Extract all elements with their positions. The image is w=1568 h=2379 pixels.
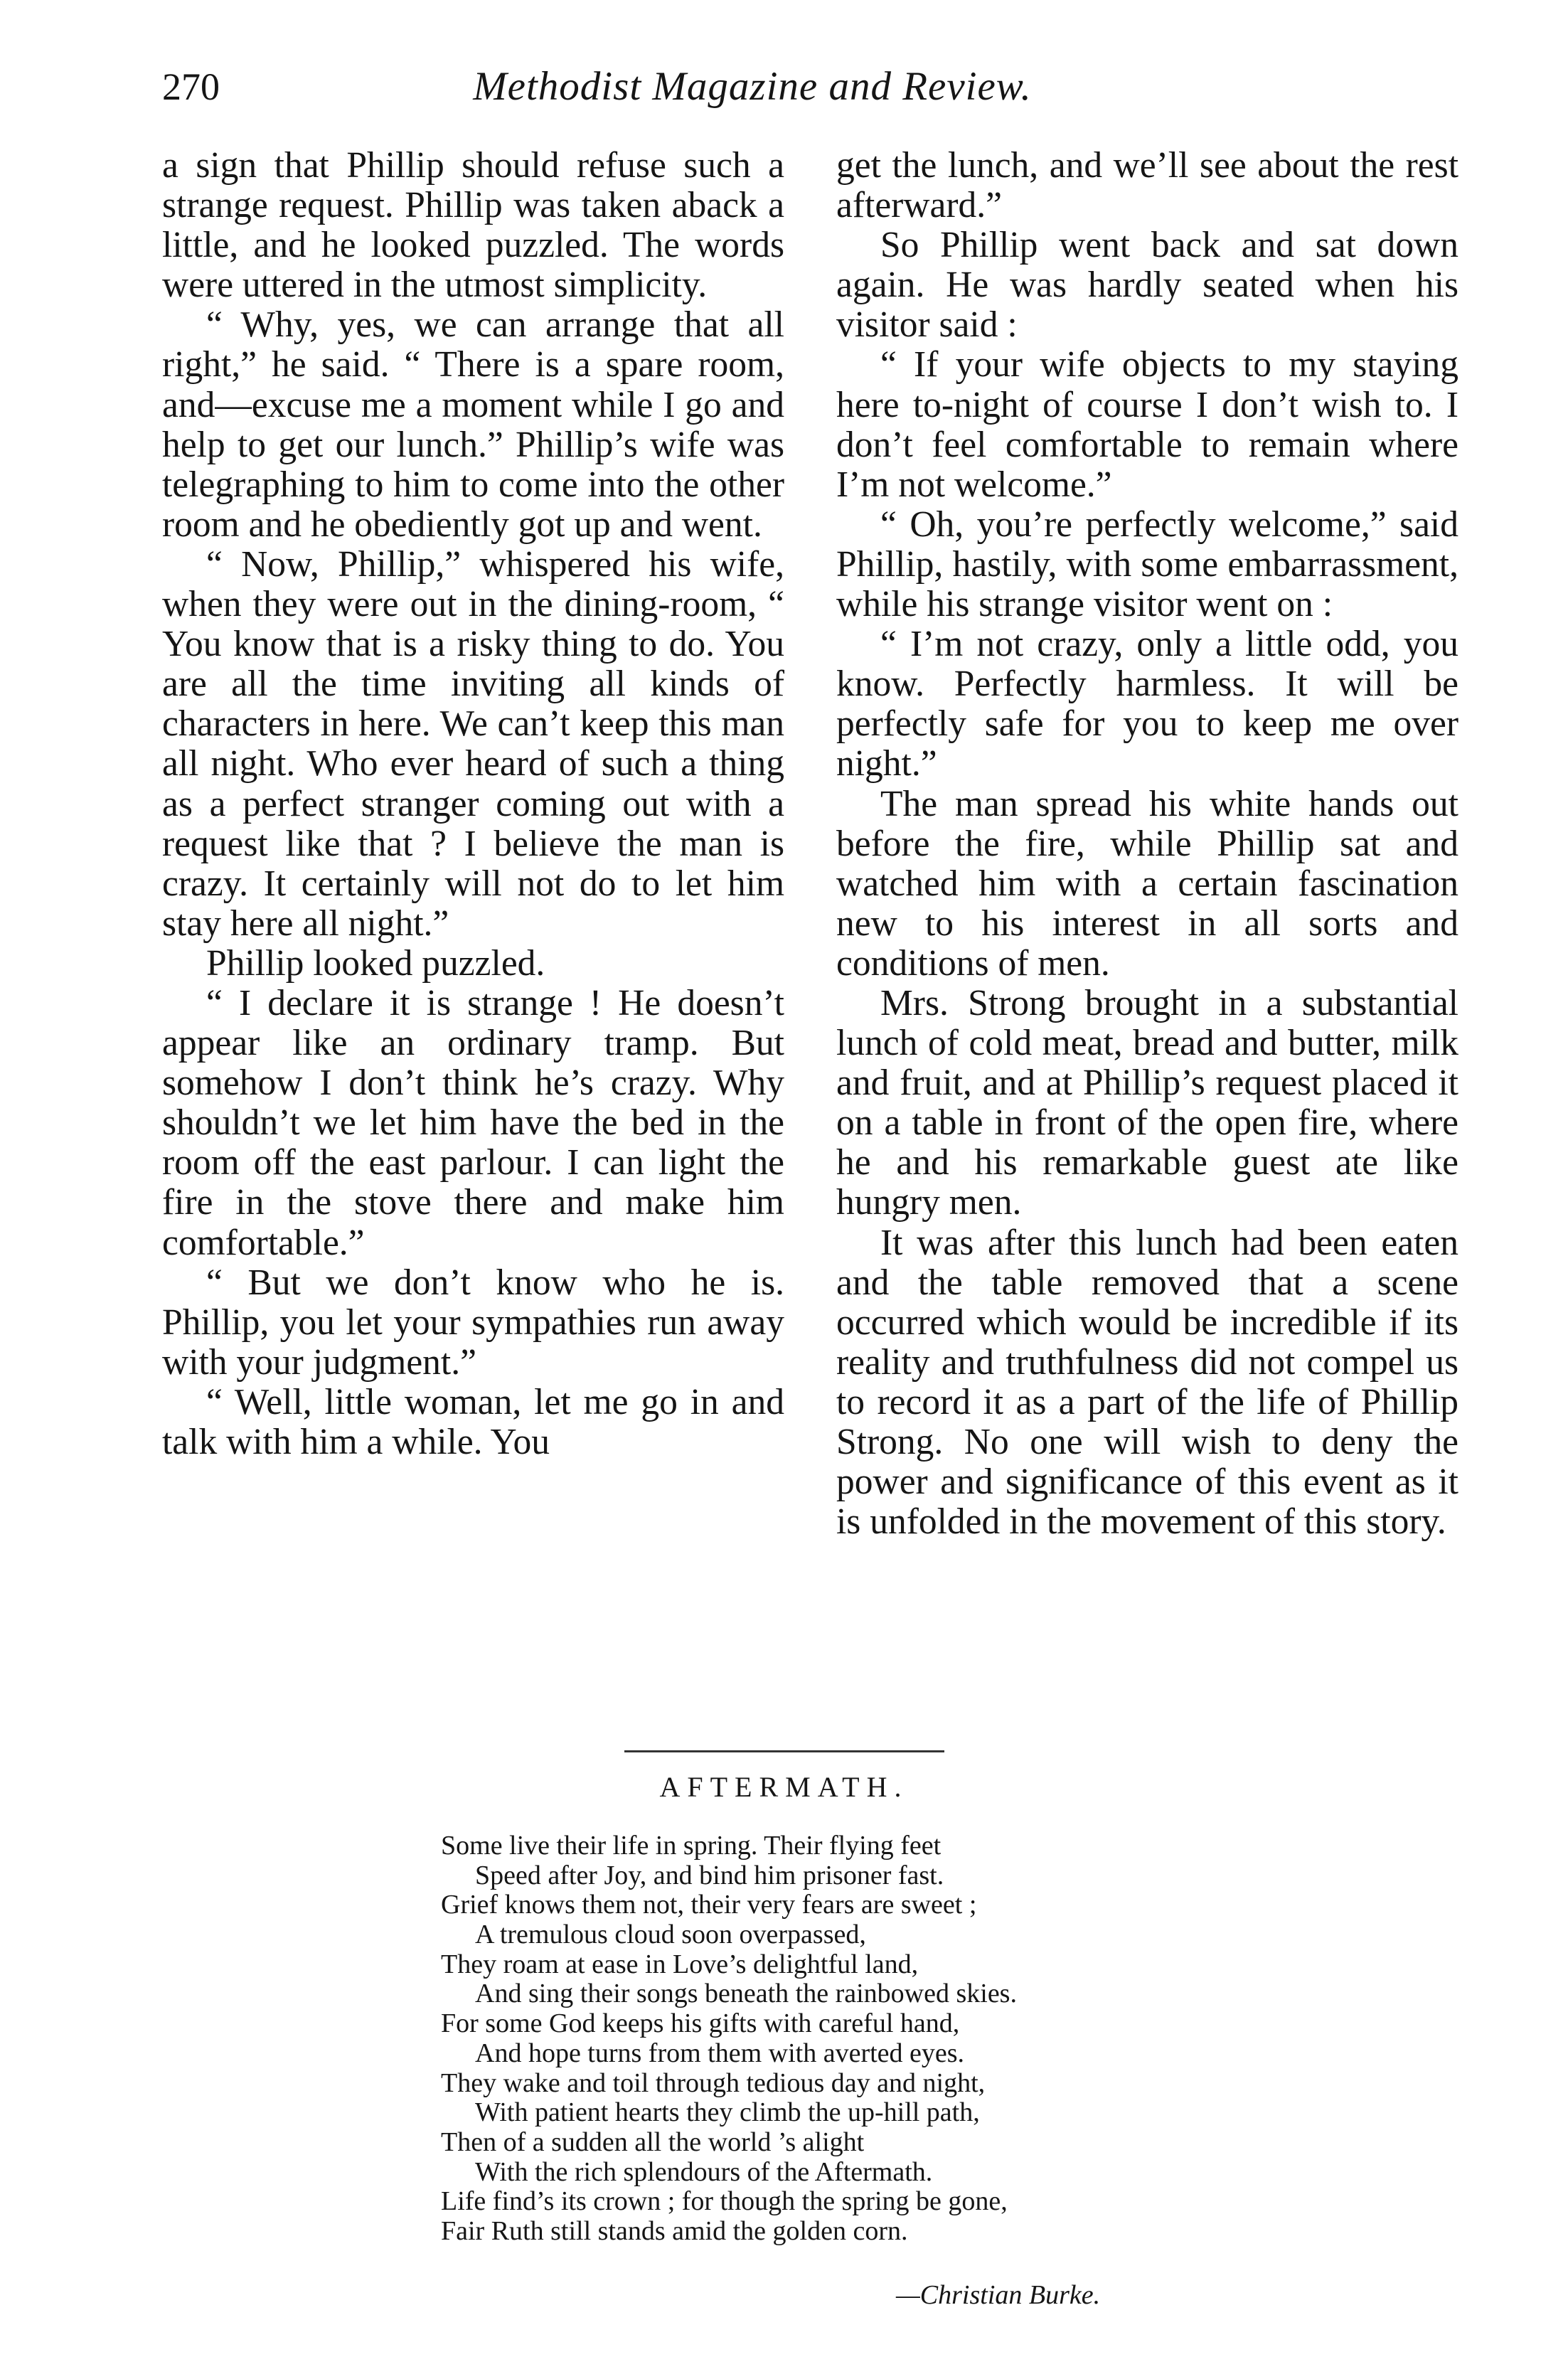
paragraph: “ If your wife objects to my staying here to-night of course I don’t wish to. I don’t feel comfortable to remain where I’m not welcome.” xyxy=(836,344,1458,505)
poem-line: Some live their life in spring. Their flying feet xyxy=(441,1831,942,1861)
paragraph: “ Why, yes, we can arrange that all right,” he said. “ There is a spare room, and—excuse me a moment while I go and help to get our lunch.” Phillip’s wife was telegraphing to him to come into the other room and he obediently got up and went. xyxy=(162,304,784,545)
paragraph: “ But we don’t know who he is. Phillip, you let your sympathies run away with your judgment.” xyxy=(162,1262,784,1383)
poem-line: A tremulous cloud soon overpassed, xyxy=(475,1920,866,1950)
paragraph: “ I declare it is strange ! He doesn’t appear like an ordinary tramp. But somehow I don’t think he’s crazy. Why shouldn’t we let him have the bed in the room off the east parlour. I can light the fire in the stove there and make him comfortable.” xyxy=(162,982,784,1263)
poem-line: With patient hearts they climb the up-hill path, xyxy=(475,2097,980,2128)
poem-line: And hope turns from them with averted eyes. xyxy=(475,2038,965,2068)
page-number: 270 xyxy=(162,65,220,108)
paragraph: Mrs. Strong brought in a substantial lunch of cold meat, bread and butter, milk and fruit, and at Phillip’s request placed it on a table in front of the open fire, where he and his remarkable guest ate like hungry men. xyxy=(836,982,1458,1223)
paragraph: So Phillip went back and sat down again. He was hardly seated when his visitor said : xyxy=(836,225,1458,346)
paragraph: “ Well, little woman, let me go in and talk with him a while. You xyxy=(162,1381,784,1462)
poem-line: They wake and toil through tedious day and night, xyxy=(441,2067,986,2098)
section-divider-rule xyxy=(624,1750,944,1752)
paragraph: Phillip looked puzzled. xyxy=(206,942,545,984)
paragraph: “ I’m not crazy, only a little odd, you know. Perfectly harmless. It will be perfectly safe for you to keep me over night.” xyxy=(836,624,1458,784)
paragraph: The man spread his white hands out before the fire, while Phillip sat and watched him with a certain fascination new to his interest in all sorts and conditions of men. xyxy=(836,783,1458,984)
poem-body xyxy=(441,1831,1280,2247)
poem-line: With the rich splendours of the Aftermath. xyxy=(475,2156,933,2187)
journal-title: Methodist Magazine and Review. xyxy=(473,64,1032,109)
paragraph: a sign that Phillip should refuse such a strange request. Phillip was taken aback a little, and he looked puzzled. The words were uttered in the utmost simplicity. xyxy=(162,145,784,306)
right-text-column xyxy=(836,146,1458,1542)
poem-line: Fair Ruth still stands amid the golden corn. xyxy=(441,2215,908,2246)
left-text-column xyxy=(162,146,784,1462)
paragraph: get the lunch, and we’ll see about the rest afterward.” xyxy=(836,145,1458,226)
paragraph: It was after this lunch had been eaten and the table removed that a scene occurred which would be incredible if its reality and truthfulness did not compel us to record it as a part of the life of Phillip Strong. No one will wish to deny the power and significance of this event as it is unfolded in the movement of this story. xyxy=(836,1222,1458,1543)
paragraph: “ Oh, you’re perfectly welcome,” said Phillip, hastily, with some embarrassment, while his strange visitor went on : xyxy=(836,504,1458,625)
poem-line: And sing their songs beneath the rainbowed skies. xyxy=(475,1979,1017,2009)
poem-line: Life find’s its crown ; for though the spring be gone, xyxy=(441,2186,1008,2217)
poem-line: Then of a sudden all the world ’s alight xyxy=(441,2127,865,2157)
poem-title: AFTERMATH. xyxy=(659,1771,909,1803)
poem-attribution: —Christian Burke. xyxy=(896,2280,1101,2310)
poem-line: They roam at ease in Love’s delightful land, xyxy=(441,1949,919,1979)
running-head xyxy=(162,58,1442,115)
paragraph: “ Now, Phillip,” whispered his wife, when they were out in the dining-room, “ You know that is a risky thing to do. You are all the time inviting all kinds of characters in here. We can’t keep this man all night. Who ever heard of such a thing as a perfect stranger coming out with a request like that ? I believe the man is crazy. It certainly will not do to let him stay here all night.” xyxy=(162,543,784,944)
poem-line: For some God keeps his gifts with careful hand, xyxy=(441,2008,960,2039)
poem-line: Grief knows them not, their very fears are sweet ; xyxy=(441,1890,977,1920)
poem-line: Speed after Joy, and bind him prisoner fast. xyxy=(475,1860,944,1890)
